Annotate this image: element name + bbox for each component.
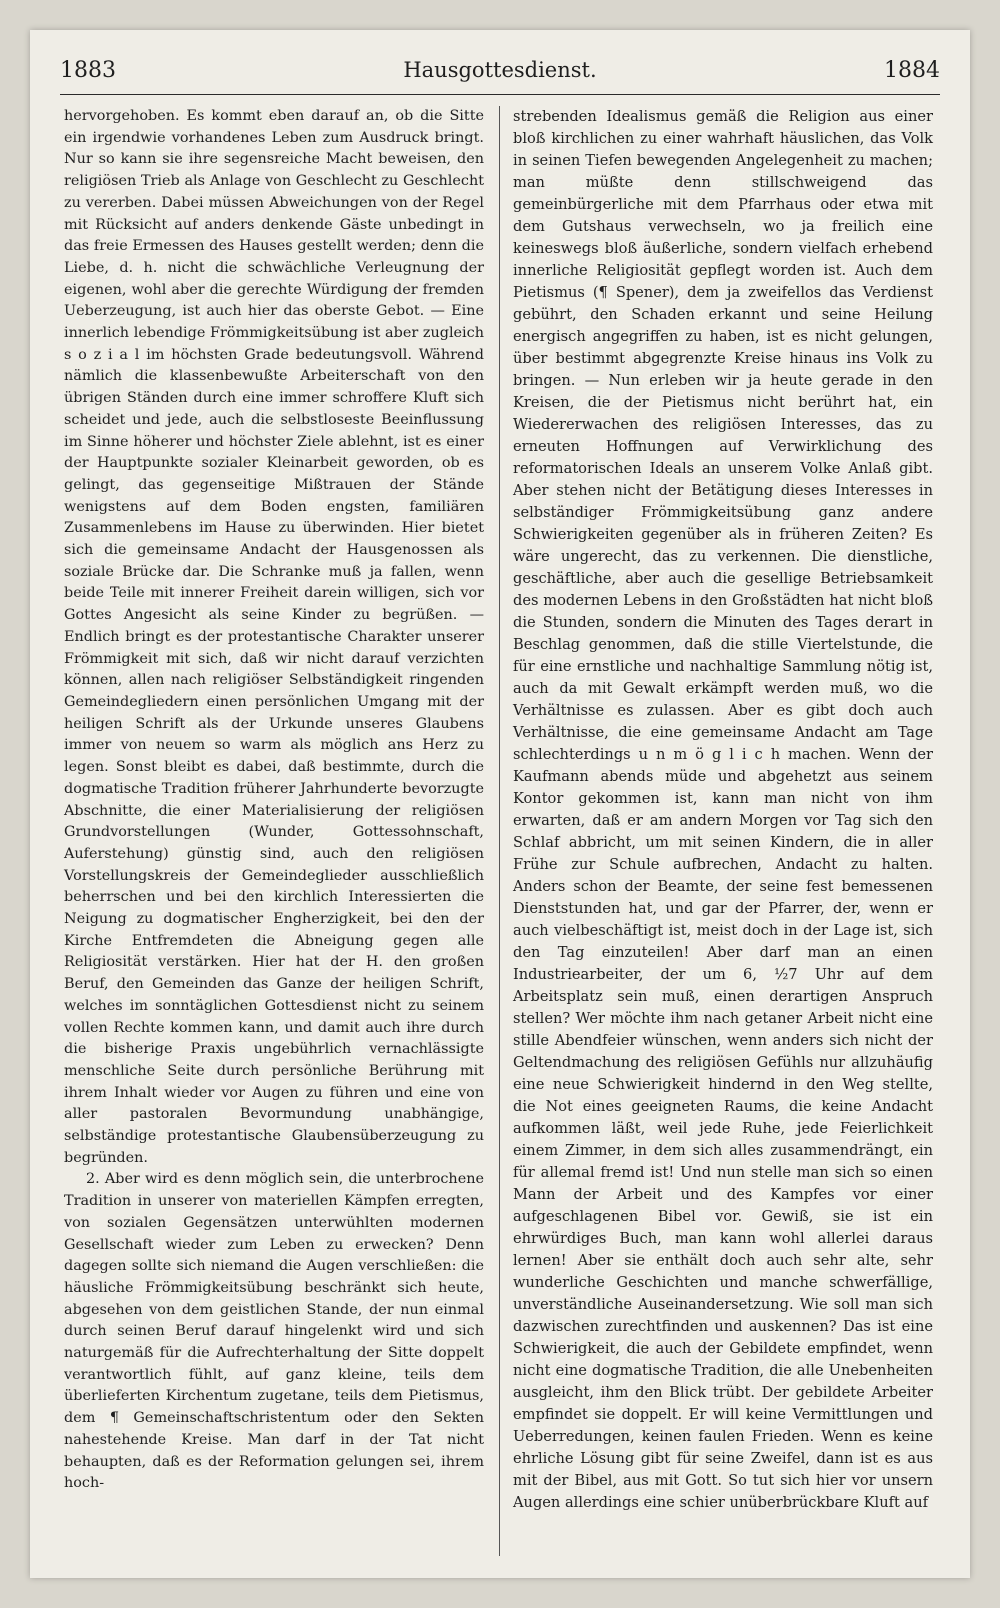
page-number-right: 1884	[884, 58, 940, 83]
running-title: Hausgottesdienst.	[403, 58, 597, 82]
header-rule	[60, 94, 940, 95]
left-paragraph-1: hervorgehoben. Es kommt eben darauf an, ob die Sitte ein irgendwie vorhandenes Leben zum Ausdruck bringt. Nur so kann sie ihre segensreiche Macht beweisen, den religiösen Trieb als Anlage von Geschlecht zu Geschlecht zu vererben. Dabei müssen Abweichungen von der Regel mit Rücksicht auf anders denkende Gäste unbedingt in das freie Ermessen des Hauses gestellt werden; denn die Liebe, d. h. nicht die schwächliche Verleugnung der eigenen, wohl aber die gerechte Würdigung der fremden Ueberzeugung, ist auch hier das oberste Gebot. — Eine innerlich lebendige Frömmigkeitsübung ist aber zugleich s o z i a l im höchsten Grade bedeutungsvoll. Während nämlich die klassenbewußte Arbeiterschaft von den übrigen Ständen durch eine immer schroffere Kluft sich scheidet und jede, auch die selbstloseste Beeinflussung im Sinne höherer und höchster Ziele ablehnt, ist es einer der Hauptpunkte sozialer Kleinarbeit geworden, ob es gelingt, das gegenseitige Mißtrauen der Stände wenigstens auf dem Boden engsten, familiären Zusammenlebens im Hause zu überwinden. Hier bietet sich die gemeinsame Andacht der Hausgenossen als soziale Brücke dar. Die Schranke muß ja fallen, wenn beide Teile mit innerer Freiheit darein willigen, sich vor Gottes Angesicht als seine Kinder zu begrüßen. — Endlich bringt es der protestantische Charakter unserer Frömmigkeit mit sich, daß wir nicht darauf verzichten können, allen nach religiöser Selbständigkeit ringenden Gemeindegliedern einen persönlichen Umgang mit der heiligen Schrift als der Urkunde unseres Glaubens immer von neuem so warm als möglich ans Herz zu legen. Sonst bleibt es dabei, daß bestimmte, durch die dogmatische Tradition früherer Jahrhunderte bevorzugte Abschnitte, die einer Materialisierung der religiösen Grundvorstellungen (Wunder, Gottessohnschaft, Auferstehung) günstig sind, auch den religiösen Vorstellungskreis der Gemeindeglieder ausschließlich beherrschen und bei den kirchlich Interessierten die Neigung zu dogmatischer Engherzigkeit, bei den der Kirche Entfremdeten die Abneigung gegen alle Religiosität verstärken. Hier hat der H. den großen Beruf, den Gemeinden das Ganze der heiligen Schrift, welches im sonntäglichen Gottesdienst nicht zu seinem vollen Rechte kommen kann, und damit auch ihre durch die bisherige Praxis ungebührlich vernachlässigte menschliche Seite durch persönliche Berührung mit ihrem Inhalt wieder vor Augen zu führen und eine von aller pastoralen Bevormundung unabhängige, selbständige protestantische Glaubensüberzeugung zu begründen.	[64, 108, 484, 1166]
running-head	[60, 58, 940, 92]
book-page	[30, 30, 970, 1578]
page-number-left: 1883	[60, 58, 116, 83]
left-column	[64, 106, 484, 1556]
column-divider	[499, 106, 500, 1556]
right-column	[513, 106, 933, 1556]
right-paragraph-1: strebenden Idealismus gemäß die Religion aus einer bloß kirchlichen zu einer wahrhaft häuslichen, das Volk in seinen Tiefen bewegenden Angelegenheit zu machen; man müßte denn stillschweigend das gemeinbürgerliche mit dem Pfarrhaus oder etwa mit dem Gutshaus verwechseln, wo ja freilich eine keineswegs bloß äußerliche, sondern vielfach erhebend innerliche Religiosität gepflegt worden ist. Auch dem Pietismus (¶ Spener), dem ja zweifellos das Verdienst gebührt, den Schaden erkannt und seine Heilung energisch angegriffen zu haben, ist es nicht gelungen, über bestimmt abgegrenzte Kreise hinaus ins Volk zu bringen. — Nun erleben wir ja heute gerade in den Kreisen, die der Pietismus nicht berührt hat, ein Wiedererwachen des religiösen Interesses, das zu erneuten Hoffnungen auf Verwirklichung des reformatorischen Ideals an unserem Volke Anlaß gibt. Aber stehen nicht der Betätigung dieses Interesses in selbständiger Frömmigkeitsübung ganz andere Schwierigkeiten gegenüber als in früheren Zeiten? Es wäre ungerecht, das zu verkennen. Die dienstliche, geschäftliche, aber auch die gesellige Betriebsamkeit des modernen Lebens in den Großstädten hat nicht bloß die Stunden, sondern die Minuten des Tages derart in Beschlag genommen, daß die stille Viertelstunde, die für eine ernstliche und nachhaltige Sammlung nötig ist, auch da mit Gewalt erkämpft werden muß, wo die Verhältnisse es zulassen. Aber es gibt doch auch Verhältnisse, die eine gemeinsame Andacht am Tage schlechterdings u n m ö g l i c h machen. Wenn der Kaufmann abends müde und abgehetzt aus seinem Kontor gekommen ist, kann man nicht von ihm erwarten, daß er am andern Morgen vor Tag sich den Schlaf abbricht, um mit seinen Kindern, die in aller Frühe zur Schule aufbrechen, Andacht zu halten. Anders schon der Beamte, der seine fest bemessenen Dienststunden hat, und gar der Pfarrer, der, wenn er auch vielbeschäftigt ist, meist doch in der Lage ist, sich den Tag einzuteilen! Aber darf man an einen Industriearbeiter, der um 6, ½7 Uhr auf dem Arbeitsplatz sein muß, einen derartigen Anspruch stellen? Wer möchte ihm nach getaner Arbeit nicht eine stille Abendfeier wünschen, wenn anders sich nicht der Geltendmachung des religiösen Gefühls nur allzuhäufig eine neue Schwierigkeit hindernd in den Weg stellte, die Not eines geeigneten Raums, die keine Andacht aufkommen läßt, weil jede Ruhe, jede Feierlichkeit einem Zimmer, in dem sich alles zusammendrängt, ein für allemal fremd ist! Und nun stelle man sich so einen Mann der Arbeit und des Kampfes vor einer aufgeschlagenen Bibel vor. Gewiß, sie ist ein ehrwürdiges Buch, man kann wohl allerlei daraus lernen! Aber sie enthält doch auch sehr alte, sehr wunderliche Geschichten und manche schwerfällige, unverständliche Auseinandersetzung. Wie soll man sich dazwischen zurechtfinden und auskennen? Das ist eine Schwierigkeit, die auch der Gebildete empfindet, wenn nicht eine dogmatische Tradition, die alle Unebenheiten ausgleicht, ihm den Blick trübt. Der gebildete Arbeiter empfindet sie doppelt. Er will keine Vermittlungen und Ueberredungen, keinen faulen Frieden. Wenn es keine ehrliche Lösung gibt für seine Zweifel, dann ist es aus mit der Bibel, aus mit Gott. So tut sich hier vor unsern Augen allerdings eine schier unüberbrückbare Kluft auf	[513, 108, 933, 1511]
left-paragraph-2: 2. Aber wird es denn möglich sein, die unterbrochene Tradition in unserer von materiellen Kämpfen erregten, von sozialen Gegensätzen unterwühlten modernen Gesellschaft wieder zum Leben zu erwecken? Denn dagegen sollte sich niemand die Augen verschließen: die häusliche Frömmigkeitsübung beschränkt sich heute, abgesehen von dem geistlichen Stande, der nun einmal durch seinen Beruf darauf hingelenkt wird und sich naturgemäß für die Aufrechterhaltung der Sitte doppelt verantwortlich fühlt, auf ganz kleine, teils dem überlieferten Kirchentum zugetane, teils dem Pietismus, dem ¶ Gemeinschaftschristentum oder den Sekten nahestehende Kreise. Man darf in der Tat nicht behaupten, daß es der Reformation gelungen sei, ihrem hoch-	[64, 1171, 484, 1492]
